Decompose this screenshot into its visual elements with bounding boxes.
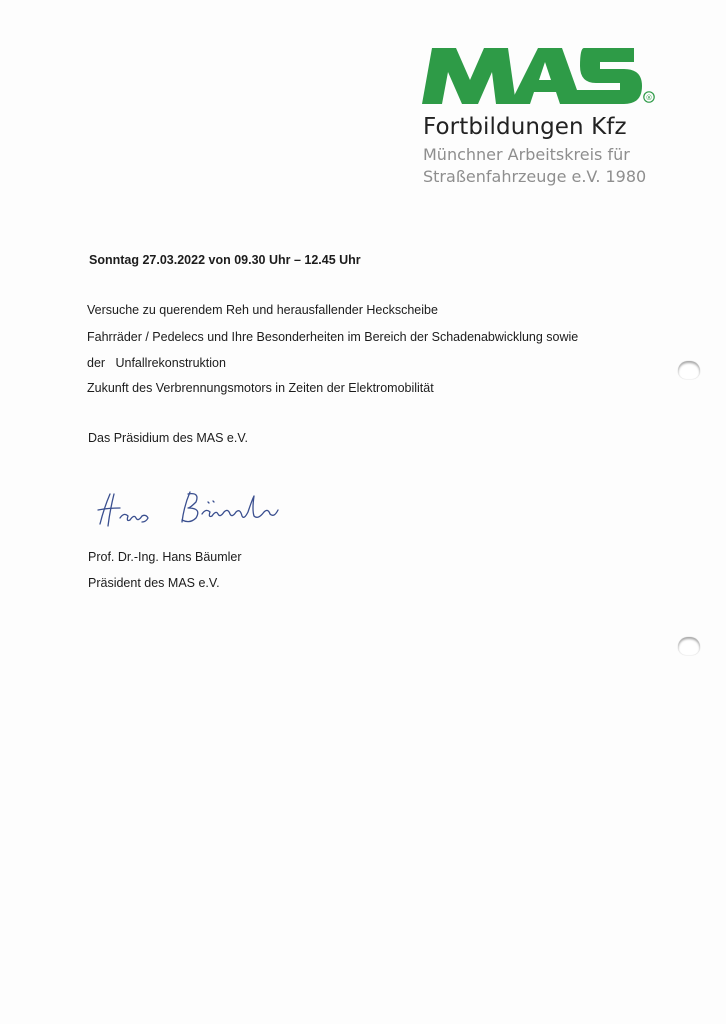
punch-hole-bottom: [678, 637, 700, 655]
logo-subtitle-2: Straßenfahrzeuge e.V. 1980: [423, 167, 647, 186]
signer-role: Präsident des MAS e.V.: [88, 576, 220, 590]
signer-name: Prof. Dr.-Ing. Hans Bäumler: [88, 550, 242, 564]
topic-line-4: Zukunft des Verbrennungsmotors in Zeiten der Elektromobilität: [87, 381, 434, 395]
punch-hole-top: [678, 361, 700, 379]
topic-line-3: der Unfallrekonstruktion: [87, 356, 226, 370]
logo-subtitle-1: Münchner Arbeitskreis für: [423, 145, 630, 164]
mas-logo-mark: [416, 40, 653, 108]
handwritten-signature: [92, 486, 292, 532]
event-date-line: Sonntag 27.03.2022 von 09.30 Uhr – 12.45 Uhr: [89, 253, 361, 267]
registered-symbol: ®: [645, 94, 653, 102]
mas-logo: [416, 40, 666, 188]
topic-line-1: Versuche zu querendem Reh und herausfallender Heckscheibe: [87, 303, 438, 317]
mas-logo-graphic: [416, 40, 656, 108]
closing-line: Das Präsidium des MAS e.V.: [88, 431, 249, 445]
logo-tagline: Fortbildungen Kfz: [423, 114, 627, 140]
topic-line-2: Fahrräder / Pedelecs und Ihre Besonderheiten im Bereich der Schadenabwicklung sowie: [87, 330, 579, 344]
